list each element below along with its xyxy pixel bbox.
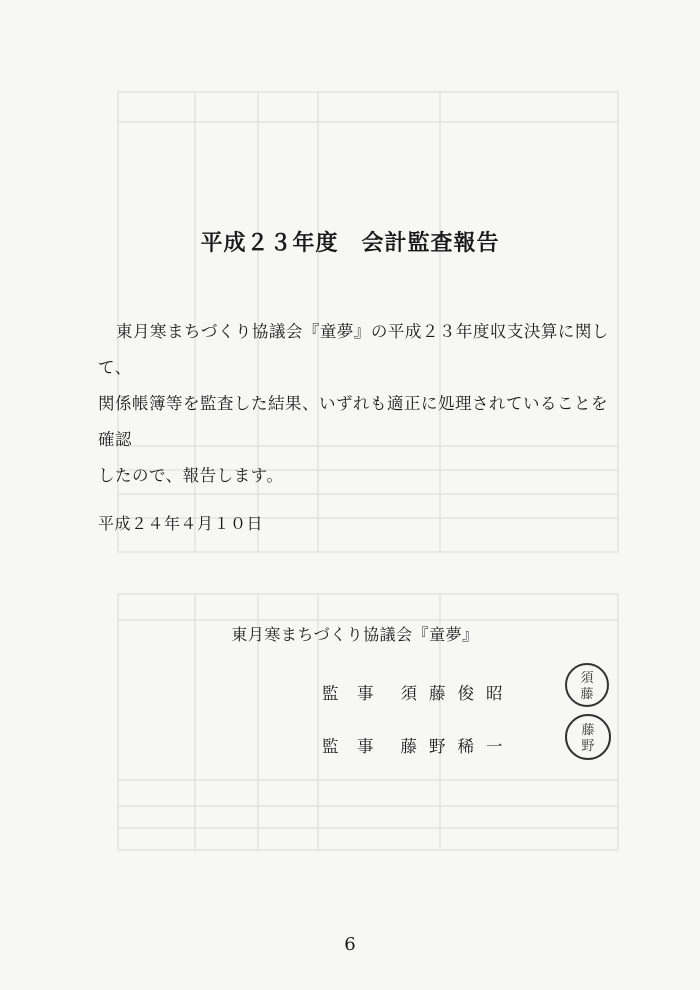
auditor-role: 監 事 (322, 684, 375, 703)
seal-stamp-icon (563, 661, 611, 709)
page-title: 平成２３年度 会計監査報告 (200, 230, 500, 256)
report-body-line: したので、報告します。 (98, 466, 284, 485)
svg-text:野: 野 (581, 739, 595, 754)
auditor-name: 須藤俊昭 (400, 684, 515, 703)
report-body-line: 東月寒まちづくり協議会『童夢』の平成２３年度収支決算に関して、 (98, 322, 609, 377)
svg-text:藤: 藤 (580, 687, 594, 702)
auditor-name: 藤野稀一 (400, 737, 515, 756)
report-body (98, 314, 618, 494)
svg-text:須: 須 (580, 671, 594, 686)
report-date: 平成２４年４月１０日 (98, 514, 264, 533)
seal-stamp-icon (563, 712, 613, 762)
report-body-line: 関係帳簿等を監査した結果、いずれも適正に処理されていることを確認 (98, 394, 608, 449)
svg-text:藤: 藤 (581, 723, 595, 738)
page-number: 6 (344, 934, 356, 955)
organization-name: 東月寒まちづくり協議会『童夢』 (231, 625, 479, 644)
auditor-2 (322, 733, 515, 757)
auditor-role: 監 事 (322, 737, 375, 756)
auditor-1 (322, 680, 515, 704)
